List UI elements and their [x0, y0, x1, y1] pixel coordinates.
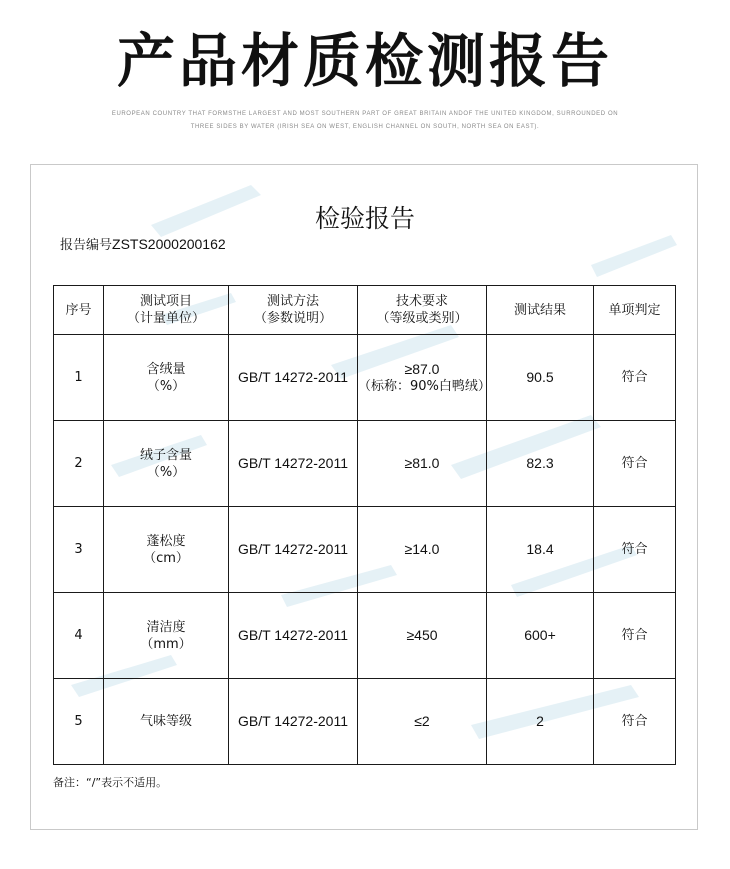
cell-verdict: 符合 — [594, 421, 676, 507]
cell-result: 600+ — [487, 593, 594, 679]
cell-item: 含绒量 （%） — [104, 335, 229, 421]
table-row — [54, 679, 676, 765]
report-number-value: ZSTS2000200162 — [112, 236, 226, 252]
cell-method: GB/T 14272-2011 — [229, 507, 358, 593]
header-method: 测试方法 （参数说明） — [229, 286, 358, 335]
results-table — [53, 285, 676, 765]
cell-item: 清洁度 （mm） — [104, 593, 229, 679]
cell-index: 2 — [54, 421, 104, 507]
cell-result: 90.5 — [487, 335, 594, 421]
table-row — [54, 335, 676, 421]
cell-method: GB/T 14272-2011 — [229, 593, 358, 679]
cell-method: GB/T 14272-2011 — [229, 679, 358, 765]
subtitle-line-2: THREE SIDES BY WATER (IRISH SEA ON WEST, ENGLISH CHANNEL ON SOUTH, NORTH SEA ON EAST). — [190, 124, 540, 130]
report-number — [60, 235, 226, 255]
cell-index: 3 — [54, 507, 104, 593]
cell-result: 18.4 — [487, 507, 594, 593]
cell-method: GB/T 14272-2011 — [229, 421, 358, 507]
cell-item: 蓬松度 （cm） — [104, 507, 229, 593]
cell-result: 2 — [487, 679, 594, 765]
table-header-row — [54, 286, 676, 335]
cell-requirement: ≥81.0 — [358, 421, 487, 507]
cell-requirement: ≥87.0 （标称：90%白鸭绒） — [358, 335, 487, 421]
cell-index: 1 — [54, 335, 104, 421]
header-index: 序号 — [54, 286, 104, 335]
report-title: 检验报告 — [314, 204, 415, 233]
header-result: 测试结果 — [487, 286, 594, 335]
cell-verdict: 符合 — [594, 593, 676, 679]
cell-result: 82.3 — [487, 421, 594, 507]
footnote: 备注：“/”表示不适用。 — [53, 776, 168, 789]
header-item: 测试项目 （计量单位） — [104, 286, 229, 335]
cell-index: 5 — [54, 679, 104, 765]
table-row — [54, 593, 676, 679]
table-row — [54, 507, 676, 593]
table-row — [54, 421, 676, 507]
cell-method: GB/T 14272-2011 — [229, 335, 358, 421]
cell-index: 4 — [54, 593, 104, 679]
subtitle-line-1: EUROPEAN COUNTRY THAT FORMSTHE LARGEST AND MOST SOUTHERN PART OF GREAT BRITAIN ANDOF THE UNITED KINGDOM, SURROUNDED ON — [111, 111, 619, 117]
cell-item: 气味等级 — [104, 679, 229, 765]
header-requirement: 技术要求 （等级或类别） — [358, 286, 487, 335]
cell-verdict: 符合 — [594, 679, 676, 765]
cell-requirement: ≥450 — [358, 593, 487, 679]
header-verdict: 单项判定 — [594, 286, 676, 335]
cell-verdict: 符合 — [594, 507, 676, 593]
page-title: 产品材质检测报告 — [116, 27, 613, 95]
cell-requirement: ≤2 — [358, 679, 487, 765]
cell-verdict: 符合 — [594, 335, 676, 421]
report-number-label: 报告编号 — [60, 238, 113, 253]
cell-item: 绒子含量 （%） — [104, 421, 229, 507]
cell-requirement: ≥14.0 — [358, 507, 487, 593]
report-document — [30, 164, 698, 830]
